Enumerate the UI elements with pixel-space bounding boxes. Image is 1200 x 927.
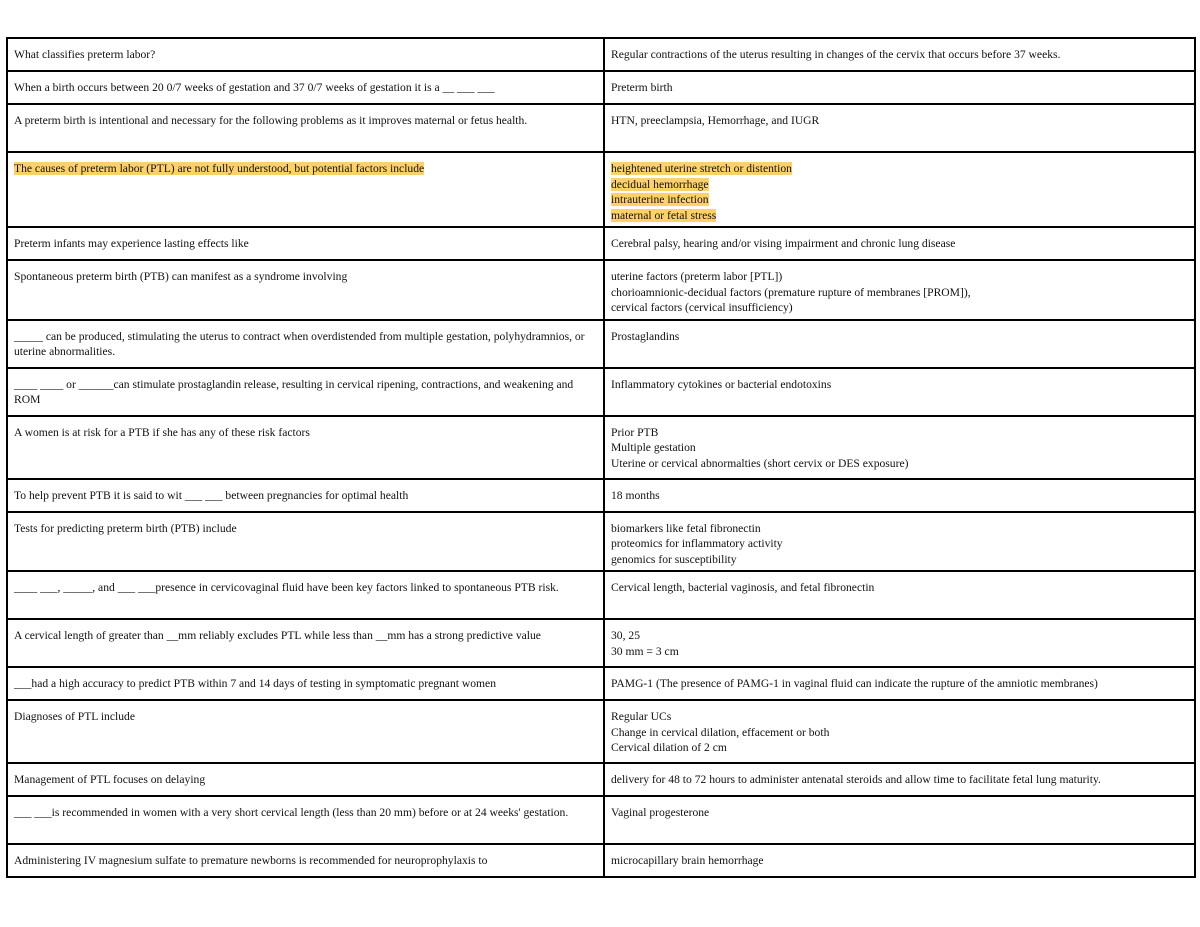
table-row <box>7 104 1195 152</box>
answer-cell <box>604 619 1195 667</box>
question-text: A women is at risk for a PTB if she has any of these risk factors <box>14 425 310 439</box>
answer-line <box>611 161 1188 177</box>
answer-cell <box>604 38 1195 71</box>
question-text: ___had a high accuracy to predict PTB within 7 and 14 days of testing in symptomatic pregnant women <box>14 677 497 690</box>
highlighted-text: The causes of preterm labor (PTL) are not fully understood, but potential factors include <box>14 162 425 175</box>
table-row <box>7 763 1195 796</box>
question-text: _____ can be produced, stimulating the uterus to contract when overdistended from multiple gestation, polyhydramnios, or uterine abnormalities. <box>14 329 585 358</box>
question-text: What classifies preterm labor? <box>14 48 156 61</box>
highlighted-text: heightened uterine stretch or distention <box>611 162 792 175</box>
question-cell <box>7 844 604 877</box>
table-row <box>7 796 1195 844</box>
answer-line: delivery for 48 to 72 hours to administer antenatal steroids and allow time to facilitate fetal lung maturity. <box>611 773 1101 786</box>
table-row <box>7 416 1195 479</box>
question-cell <box>7 619 604 667</box>
question-cell <box>7 320 604 368</box>
answer-line: genomics for susceptibility <box>611 552 737 566</box>
question-cell <box>7 512 604 572</box>
answer-line: Inflammatory cytokines or bacterial endotoxins <box>611 377 832 391</box>
question-text: When a birth occurs between 20 0/7 weeks of gestation and 37 0/7 weeks of gestation it is a __ ___ ___ <box>14 81 495 94</box>
question-text: ____ ___, _____, and ___ ___presence in cervicovaginal fluid have been key factors linked to spontaneous PTB risk. <box>14 581 559 594</box>
answer-line <box>611 192 1188 208</box>
answer-line: biomarkers like fetal fibronectin <box>611 521 761 535</box>
table-row <box>7 479 1195 512</box>
answer-cell <box>604 320 1195 368</box>
answer-line: Multiple gestation <box>611 441 696 454</box>
answer-line: Cervical dilation of 2 cm <box>611 741 727 754</box>
answer-line: Vaginal progesterone <box>611 806 710 819</box>
answer-cell <box>604 152 1195 227</box>
table-row <box>7 512 1195 572</box>
question-text: Diagnoses of PTL include <box>14 710 135 723</box>
question-cell <box>7 571 604 619</box>
answer-cell <box>604 104 1195 152</box>
answer-line: Regular UCs <box>611 710 672 723</box>
question-text: A cervical length of greater than __mm reliably excludes PTL while less than __mm has a strong predictive value <box>14 629 541 642</box>
answer-cell <box>604 700 1195 763</box>
question-cell <box>7 763 604 796</box>
question-cell <box>7 260 604 320</box>
answer-cell <box>604 512 1195 572</box>
question-cell <box>7 700 604 763</box>
flashcard-table <box>6 37 1196 878</box>
answer-line: Regular contractions of the uterus resulting in changes of the cervix that occurs before 37 weeks. <box>611 48 1061 61</box>
answer-cell <box>604 571 1195 619</box>
answer-cell <box>604 479 1195 512</box>
table-row <box>7 38 1195 71</box>
answer-line: microcapillary brain hemorrhage <box>611 854 764 867</box>
answer-line: proteomics for inflammatory activity <box>611 537 783 550</box>
answer-cell <box>604 260 1195 320</box>
question-text: To help prevent PTB it is said to wit ___ ___ between pregnancies for optimal health <box>14 488 409 502</box>
question-cell <box>7 667 604 700</box>
table-row <box>7 700 1195 763</box>
table-row <box>7 320 1195 368</box>
highlighted-text: intrauterine infection <box>611 193 709 206</box>
answer-cell <box>604 763 1195 796</box>
question-cell <box>7 38 604 71</box>
table-row <box>7 667 1195 700</box>
answer-line: 30, 25 <box>611 629 640 642</box>
answer-line: HTN, preeclampsia, Hemorrhage, and IUGR <box>611 114 820 127</box>
answer-cell <box>604 667 1195 700</box>
question-text: A preterm birth is intentional and necessary for the following problems as it improves maternal or fetus health. <box>14 114 528 127</box>
table-row <box>7 844 1195 877</box>
answer-line: cervical factors (cervical insufficiency) <box>611 301 793 314</box>
answer-line: Cerebral palsy, hearing and/or vising impairment and chronic lung disease <box>611 237 956 250</box>
answer-line: Preterm birth <box>611 81 673 94</box>
answer-line: Prostaglandins <box>611 329 680 343</box>
answer-line: Uterine or cervical abnormalties (short cervix or DES exposure) <box>611 456 909 470</box>
answer-line <box>611 208 1188 224</box>
question-text: ____ ____ or ______can stimulate prostaglandin release, resulting in cervical ripening, contractions, and weakening and ROM <box>14 377 574 406</box>
answer-line: Change in cervical dilation, effacement or both <box>611 725 830 739</box>
table-body <box>7 38 1195 877</box>
question-cell <box>7 152 604 227</box>
question-text: ___ ___is recommended in women with a very short cervical length (less than 20 mm) before or at 24 weeks' gestation. <box>14 806 569 819</box>
highlighted-text: decidual hemorrhage <box>611 177 709 191</box>
table-row <box>7 571 1195 619</box>
answer-cell <box>604 844 1195 877</box>
question-cell <box>7 104 604 152</box>
answer-line: 30 mm = 3 cm <box>611 644 679 658</box>
answer-line: Cervical length, bacterial vaginosis, and fetal fibronectin <box>611 581 875 594</box>
question-cell <box>7 796 604 844</box>
question-cell <box>7 227 604 260</box>
table-row <box>7 152 1195 227</box>
answer-line: uterine factors (preterm labor [PTL]) <box>611 270 783 283</box>
question-text <box>14 161 597 177</box>
question-cell <box>7 416 604 479</box>
answer-cell <box>604 796 1195 844</box>
answer-line: chorioamnionic-decidual factors (premature rupture of membranes [PROM]), <box>611 285 971 299</box>
table-row <box>7 227 1195 260</box>
table-row <box>7 619 1195 667</box>
answer-cell <box>604 227 1195 260</box>
answer-line: 18 months <box>611 488 660 502</box>
question-cell <box>7 368 604 416</box>
answer-cell <box>604 368 1195 416</box>
question-cell <box>7 479 604 512</box>
question-text: Tests for predicting preterm birth (PTB) include <box>14 521 237 535</box>
highlighted-text: maternal or fetal stress <box>611 208 717 222</box>
answer-line: PAMG-1 (The presence of PAMG-1 in vaginal fluid can indicate the rupture of the amniotic membranes) <box>611 677 1098 690</box>
answer-cell <box>604 71 1195 104</box>
question-text: Spontaneous preterm birth (PTB) can manifest as a syndrome involving <box>14 270 348 283</box>
answer-cell <box>604 416 1195 479</box>
answer-line <box>611 177 1188 193</box>
table-row <box>7 368 1195 416</box>
answer-line: Prior PTB <box>611 425 659 439</box>
question-text: Administering IV magnesium sulfate to premature newborns is recommended for neuroprophylaxis to <box>14 854 488 867</box>
table-row <box>7 260 1195 320</box>
table-row <box>7 71 1195 104</box>
question-cell <box>7 71 604 104</box>
question-text: Preterm infants may experience lasting effects like <box>14 237 249 250</box>
question-text: Management of PTL focuses on delaying <box>14 773 206 786</box>
